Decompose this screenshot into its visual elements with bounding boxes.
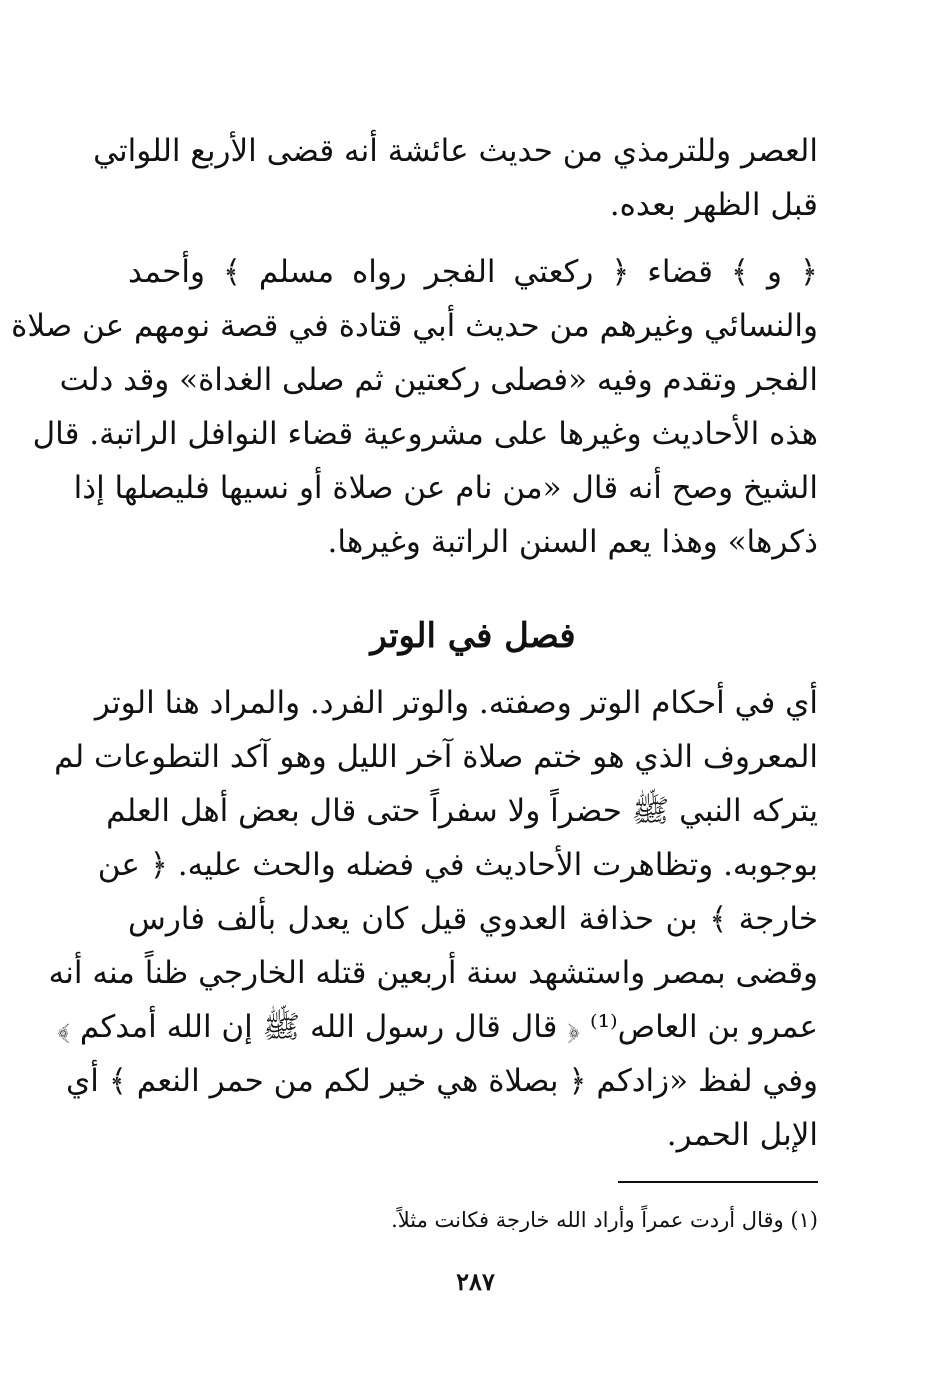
text-line: المعروف الذي هو ختم صلاة آخر الليل وهو آكد التطوعات لم bbox=[54, 739, 818, 775]
text-line: أي في أحكام الوتر وصفته. والوتر الفرد. والمراد هنا الوتر bbox=[94, 685, 818, 721]
text-line: ذكرها» وهذا يعم السنن الراتبة وغيرها. bbox=[327, 524, 818, 560]
paragraph-qada-fajr bbox=[11, 245, 818, 569]
text-line: والنسائي وغيرهم من حديث أبي قتادة في قصة نومهم عن صلاة bbox=[11, 308, 818, 344]
text-line: خارجة ﴾ بن حذافة العدوي قيل كان يعدل بألف فارس bbox=[128, 901, 818, 937]
section-heading: فصل في الوتر bbox=[370, 616, 576, 656]
text-line: الفجر وتقدم وفيه «فصلى ركعتين ثم صلى الغداة» وقد دلت bbox=[59, 362, 818, 398]
text-line: الإبل الحمر. bbox=[666, 1117, 818, 1153]
text-line: ﴿ و ﴾ قضاء ﴿ ركعتي الفجر رواه مسلم ﴾ وأحمد bbox=[128, 254, 818, 290]
text-line: الشيخ وصح أنه قال «من نام عن صلاة أو نسيها فليصلها إذا bbox=[73, 470, 818, 506]
text-line: وفي لفظ «زادكم ﴿ بصلاة هي خير لكم من حمر النعم ﴾ أي bbox=[65, 1063, 818, 1099]
paragraph-continuation bbox=[93, 124, 818, 232]
paragraph-witr bbox=[48, 676, 818, 1162]
text-line: العصر وللترمذي من حديث عائشة أنه قضى الأربع اللواتي bbox=[93, 133, 818, 169]
footnote-separator bbox=[618, 1181, 818, 1183]
text-line: بوجوبه. وتظاهرت الأحاديث في فضله والحث عليه. ﴿ عن bbox=[97, 847, 818, 883]
text-line: هذه الأحاديث وغيرها على مشروعية قضاء النوافل الراتبة. قال bbox=[32, 416, 818, 452]
text-line: وقضى بمصر واستشهد سنة أربعين قتله الخارجي ظناً منه أنه bbox=[48, 955, 818, 991]
text-line: قبل الظهر بعده. bbox=[609, 187, 818, 223]
footnote: (١) وقال أردت عمراً وأراد الله خارجة فكانت مثلاً. bbox=[391, 1208, 818, 1232]
text-line: يتركه النبي ﷺ حضراً ولا سفراً حتى قال بعض أهل العلم bbox=[106, 793, 818, 829]
text-line: عمرو بن العاص⁽¹⁾ ﴿ قال قال رسول الله ﷺ إن الله أمدكم ﴾ bbox=[57, 1009, 818, 1045]
page-number: ٢٨٧ bbox=[456, 1267, 495, 1296]
